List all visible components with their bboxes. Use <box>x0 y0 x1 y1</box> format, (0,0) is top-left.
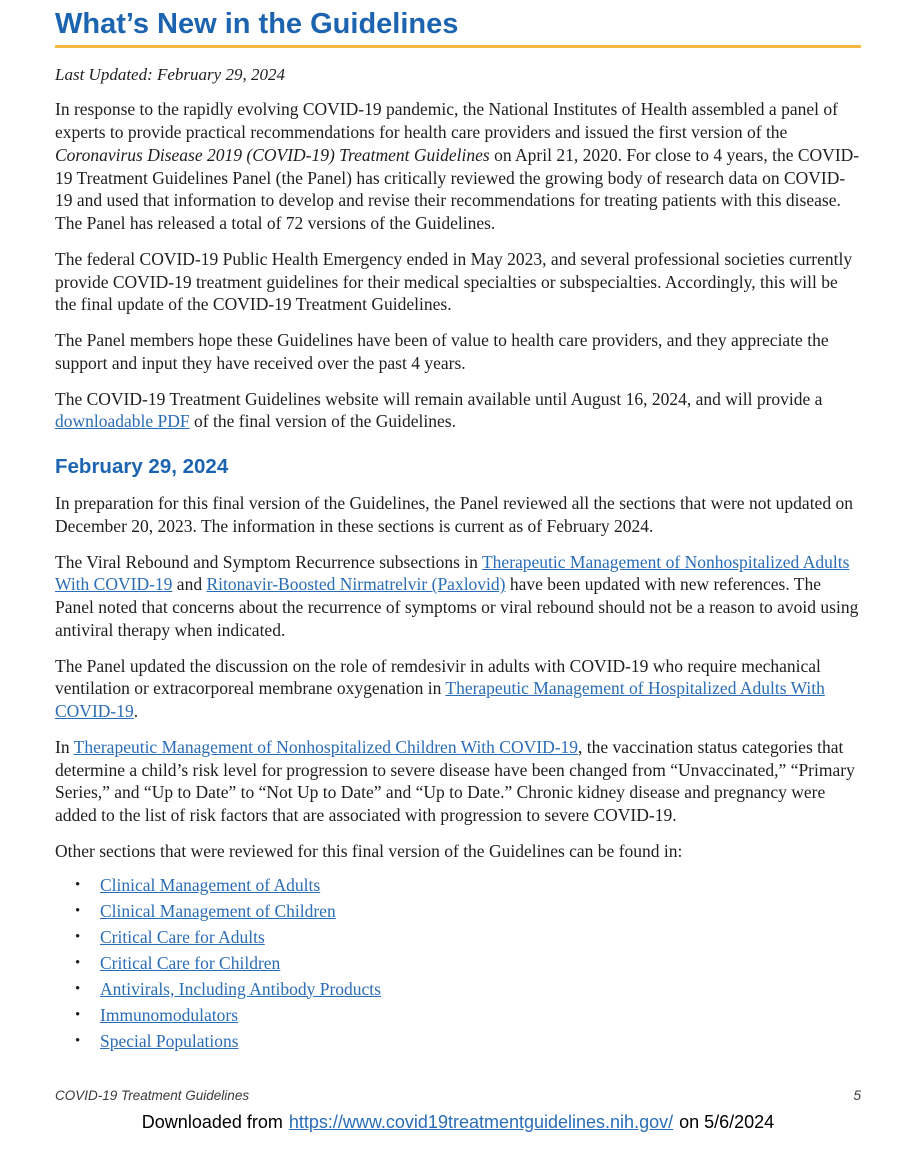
paragraph-section-4 <box>55 736 861 827</box>
link-immunomodulators[interactable]: Immunomodulators <box>100 1004 239 1025</box>
footer-page-number: 5 <box>853 1088 861 1103</box>
link-therapeutic-nonhospitalized-adults[interactable]: Therapeutic Management of Nonhospitalized Adults With COVID-19 <box>55 551 850 595</box>
link-clinical-management-adults[interactable]: Clinical Management of Adults <box>100 874 321 895</box>
footer-doc-title: COVID-19 Treatment Guidelines <box>55 1088 250 1103</box>
download-stamp <box>0 1112 916 1133</box>
paragraph-intro-2: The federal COVID-19 Public Health Emergency ended in May 2023, and several professional societies currently provide COVID-19 treatment guidelines for their medical specialties or subspecialties. Accordingly, this will be the final update of the COVID-19 Treatment Guidelines. <box>55 248 853 315</box>
link-critical-care-adults[interactable]: Critical Care for Adults <box>100 926 265 947</box>
list-item <box>75 950 861 976</box>
link-ritonavir-paxlovid[interactable]: Ritonavir-Boosted Nirmatrelvir (Paxlovid) <box>206 574 506 595</box>
paragraph-section-2 <box>55 551 861 642</box>
paragraph-intro-4 <box>55 388 861 434</box>
title-underline-rule <box>55 45 861 48</box>
download-prefix-text: Downloaded from <box>141 1112 283 1132</box>
text-run: In <box>55 736 74 757</box>
text-run: of the final version of the Guidelines. <box>189 411 456 432</box>
page-content <box>55 8 861 1054</box>
text-run: and <box>172 574 207 595</box>
text-run: The COVID-19 Treatment Guidelines website will remain available until August 16, 2024, and will provide a <box>55 388 823 409</box>
link-special-populations[interactable]: Special Populations <box>100 1030 239 1051</box>
reviewed-sections-list <box>75 872 861 1054</box>
link-clinical-management-children[interactable]: Clinical Management of Children <box>100 900 336 921</box>
link-critical-care-children[interactable]: Critical Care for Children <box>100 952 281 973</box>
list-item <box>75 976 861 1002</box>
paragraph-section-1: In preparation for this final version of the Guidelines, the Panel reviewed all the sections that were not updated on December 20, 2023. The information in these sections is current as of February 2024. <box>55 493 853 536</box>
text-run: In response to the rapidly evolving COVID-19 pandemic, the National Institutes of Health assembled a panel of experts to provide practical recommendations for health care providers and issued the first version of the <box>55 99 838 143</box>
link-download-source-url[interactable]: https://www.covid19treatmentguidelines.nih.gov/ <box>288 1112 674 1132</box>
guidelines-title-italic: Coronavirus Disease 2019 (COVID-19) Treatment Guidelines <box>55 144 490 165</box>
link-therapeutic-hospitalized-adults[interactable]: Therapeutic Management of Hospitalized Adults With COVID-19 <box>55 678 825 722</box>
list-item <box>75 924 861 950</box>
text-run: The Panel updated the discussion on the role of remdesivir in adults with COVID-19 who require mechanical ventilation or extracorporeal membrane oxygenation in <box>55 655 821 699</box>
paragraph-section-3 <box>55 655 861 723</box>
text-run: on April 21, 2020. For close to 4 years, the COVID-19 Treatment Guidelines Panel (the Panel) has critically reviewed the growing body of research data on COVID-19 and used that information to develop and revise their recommendations for treating patients with this disease. The Panel has released a total of 72 versions of the Guidelines. <box>55 144 860 234</box>
paragraph-intro-1 <box>55 98 861 235</box>
last-updated-text: Last Updated: February 29, 2024 <box>55 65 285 85</box>
list-item <box>75 898 861 924</box>
section-heading-date: February 29, 2024 <box>55 455 229 479</box>
link-therapeutic-nonhospitalized-children[interactable]: Therapeutic Management of Nonhospitalized Children With COVID-19 <box>73 736 579 757</box>
link-antivirals-antibody-products[interactable]: Antivirals, Including Antibody Products <box>100 978 381 999</box>
link-downloadable-pdf[interactable]: downloadable PDF <box>55 411 190 432</box>
text-run: , the vaccination status categories that determine a child’s risk level for progression to severe disease have been changed from “Unvaccinated,” “Primary Series,” and “Up to Date” to “Not Up to Date” and “Up to Date.” Chronic kidney disease and pregnancy were added to the list of risk factors that are associated with progression to severe COVID-19. <box>55 736 855 826</box>
paragraph-intro-3: The Panel members hope these Guidelines have been of value to health care providers, and they appreciate the support and input they have received over the past 4 years. <box>55 330 829 373</box>
page-title: What’s New in the Guidelines <box>55 8 459 40</box>
list-item <box>75 872 861 898</box>
download-suffix-text: on 5/6/2024 <box>679 1112 775 1132</box>
text-run: . <box>133 701 139 722</box>
text-run: have been updated with new references. The Panel noted that concerns about the recurrence of symptoms or viral rebound should not be a reason to avoid using antiviral therapy when indicated. <box>55 574 859 640</box>
list-item <box>75 1002 861 1028</box>
list-item <box>75 1028 861 1054</box>
list-intro-text: Other sections that were reviewed for this final version of the Guidelines can be found in: <box>55 840 683 861</box>
page-footer <box>55 1088 861 1103</box>
text-run: The Viral Rebound and Symptom Recurrence subsections in <box>55 551 482 572</box>
